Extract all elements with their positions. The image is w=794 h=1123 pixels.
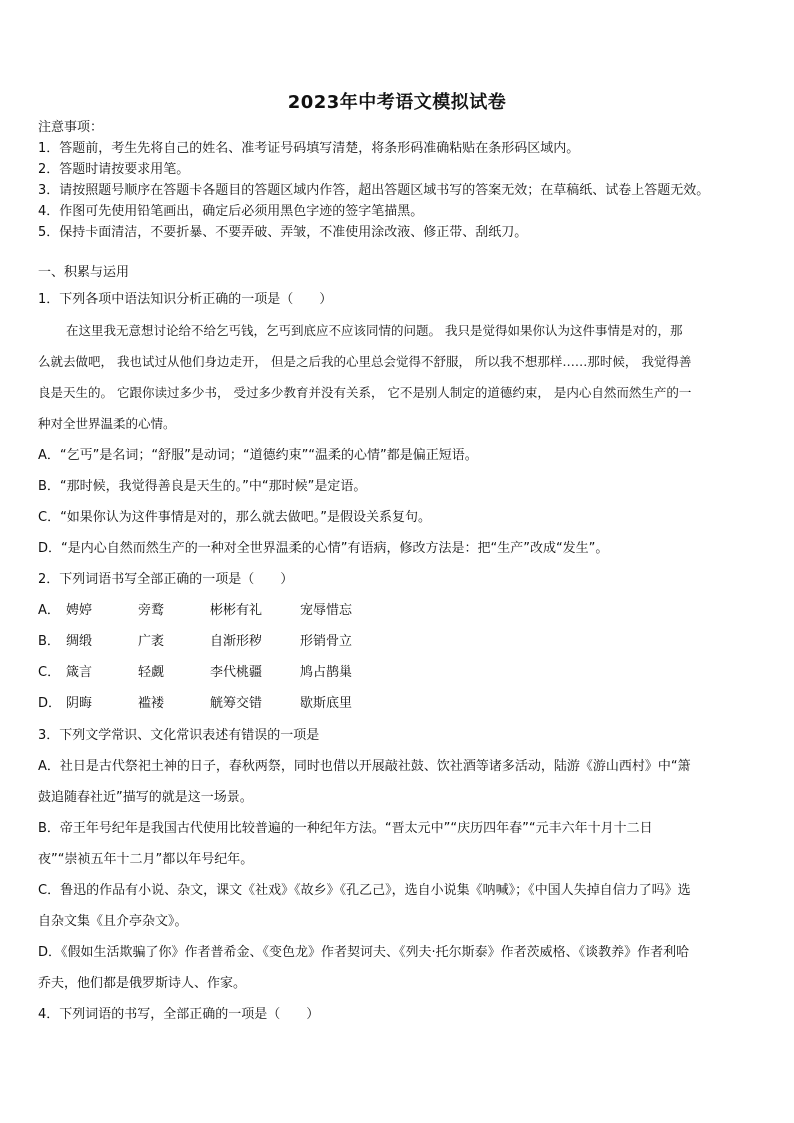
option-label: A． — [38, 603, 60, 618]
question-2-option-b — [38, 632, 352, 652]
question-2-stem: 2．下列词语书写全部正确的一项是（ ） — [38, 572, 294, 587]
question-2-option-a — [38, 601, 352, 621]
question-3-option-b-cont: 夜”“崇祯五年十二月”都以年号纪年。 — [38, 852, 254, 867]
question-1-stem: 1．下列各项中语法知识分析正确的一项是（ ） — [38, 292, 333, 307]
option-word: 绸缎 — [66, 634, 93, 649]
option-label: C． — [38, 665, 61, 680]
option-word: 阴晦 — [66, 696, 93, 711]
question-3-option-b: B．帝王年号纪年是我国古代使用比较普遍的一种纪年方法。“晋太元中”“庆历四年春”“元丰六年十月十二日 — [38, 821, 653, 836]
notice-item: 5．保持卡面清洁，不要折暴、不要弄破、弄皱，不准使用涂改液、修正带、刮纸刀。 — [38, 225, 528, 240]
option-word: 宠辱惜忘 — [300, 603, 353, 618]
question-2-option-c — [38, 663, 352, 683]
option-word: 鸠占鹊巢 — [300, 665, 353, 680]
question-1-passage-line: 么就去做吧， 我也试过从他们身边走开， 但是之后我的心里总会觉得不舒服， 所以我不想那样……那时候， 我觉得善 — [38, 354, 692, 369]
question-3-option-d-cont: 乔夫，他们都是俄罗斯诗人、作家。 — [38, 976, 247, 991]
question-3-option-c: C．鲁迅的作品有小说、杂文，课文《社戏》《故乡》《孔乙己》，选自小说集《呐喊》；《中国人失掉自信力了吗》选 — [38, 883, 691, 898]
question-3-option-c-cont: 自杂文集《且介亭杂文》。 — [38, 914, 188, 929]
option-word: 彬彬有礼 — [210, 603, 263, 618]
question-3-option-a: A．社日是古代祭祀土神的日子，春秋两祭，同时也借以开展敲社鼓、饮社酒等诸多活动，陆游《游山西村》中“箫 — [38, 759, 691, 774]
question-3-stem: 3．下列文学常识、文化常识表述有错误的一项是 — [38, 728, 320, 743]
question-1-option-d: D．“是内心自然而然生产的一种对全世界温柔的心情”有语病，修改方法是：把“生产”改成“发生”。 — [38, 541, 609, 556]
option-word: 广袤 — [138, 634, 165, 649]
option-label: B． — [38, 634, 60, 649]
option-word: 褴褛 — [138, 696, 165, 711]
option-word: 箴言 — [66, 665, 93, 680]
question-4-stem: 4．下列词语的书写，全部正确的一项是（ ） — [38, 1007, 320, 1022]
option-word: 娉婷 — [66, 603, 93, 618]
question-3-option-a-cont: 鼓追随春社近”描写的就是这一场景。 — [38, 790, 253, 805]
notice-item: 1．答题前，考生先将自己的姓名、准考证号码填写清楚，将条形码准确粘贴在条形码区域内。 — [38, 141, 580, 156]
question-1-option-b: B．“那时候，我觉得善良是天生的。”中“那时候”是定语。 — [38, 479, 367, 494]
question-2-option-d — [38, 694, 352, 714]
question-3-option-d: D．《假如生活欺骗了你》作者普希金、《变色龙》作者契诃夫、《列夫·托尔斯泰》作者茨威格、《谈教养》作者利哈 — [38, 945, 690, 960]
notice-item: 2．答题时请按要求用笔。 — [38, 162, 190, 177]
section-heading: 一、积累与运用 — [38, 265, 130, 280]
option-word: 轻觑 — [138, 665, 165, 680]
question-1-passage-line: 种对全世界温柔的心情。 — [38, 416, 176, 431]
notice-item: 4．作图可先使用铅笔画出，确定后必须用黑色字迹的签字笔描黑。 — [38, 204, 424, 219]
option-word: 旁鹜 — [138, 603, 165, 618]
option-word: 歇斯底里 — [300, 696, 353, 711]
notice-item: 3．请按照题号顺序在答题卡各题目的答题区域内作答，超出答题区域书写的答案无效；在草稿纸、试卷上答题无效。 — [38, 183, 710, 198]
option-word: 李代桃疆 — [210, 665, 263, 680]
question-1-passage-line: 良是天生的。 它跟你读过多少书， 受过多少教育并没有关系， 它不是别人制定的道德约束， 是内心自然而然生产的一 — [38, 385, 692, 400]
option-label: D． — [38, 696, 62, 711]
option-word: 形销骨立 — [300, 634, 353, 649]
option-word: 觥筹交错 — [210, 696, 263, 711]
question-1-option-c: C．“如果你认为这件事情是对的，那么就去做吧。”是假设关系复句。 — [38, 510, 432, 525]
question-1-passage-line: 在这里我无意想讨论给不给乞丐钱，乞丐到底应不应该同情的问题。 我只是觉得如果你认为这件事情是对的，那 — [66, 323, 683, 338]
page-title: 2023年中考语文模拟试卷 — [287, 92, 507, 113]
question-1-option-a: A．“乞丐”是名词；“舒服”是动词；“道德约束”“温柔的心情”都是偏正短语。 — [38, 448, 478, 463]
notice-heading: 注意事项： — [38, 120, 104, 135]
option-word: 自渐形秽 — [210, 634, 263, 649]
